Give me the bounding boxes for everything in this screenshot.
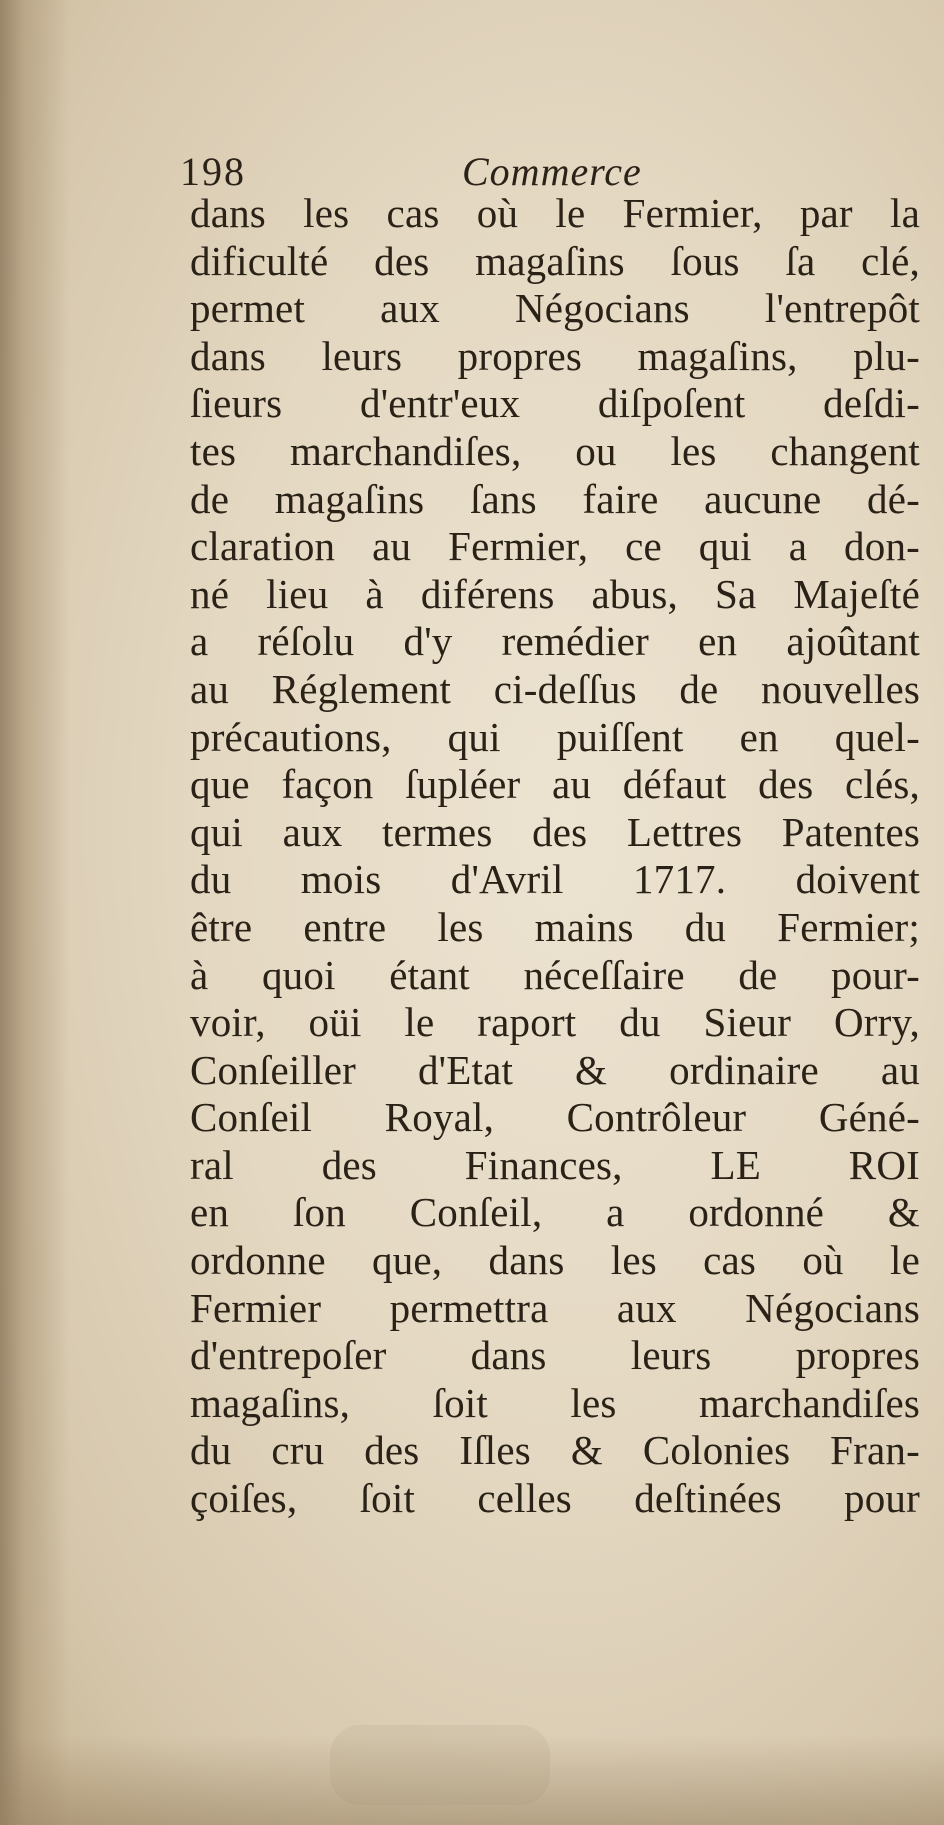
text-line: Conſeiller d'Etat & ordinaire au	[190, 1046, 920, 1093]
text-line: dans les cas où le Fermier, par la	[190, 190, 920, 236]
text-line: a réſolu d'y remédier en ajoûtant	[190, 618, 920, 665]
text-line: dans leurs propres magaſins, plu-	[190, 332, 920, 379]
text-line: qui aux termes des Lettres Patentes	[190, 808, 920, 855]
text-line: du mois d'Avril 1717. doivent	[190, 856, 920, 903]
text-line: ordonne que, dans les cas où le	[190, 1237, 920, 1284]
text-line: né lieu à diférens abus, Sa Majeſté	[190, 570, 920, 617]
running-title: Commerce	[462, 149, 642, 194]
text-line: de magaſins ſans faire aucune dé-	[190, 475, 920, 522]
text-line: magaſins, ſoit les marchandiſes	[190, 1379, 920, 1426]
text-line: çoiſes, ſoit celles deſtinées pour	[190, 1475, 920, 1522]
text-line: claration au Fermier, ce qui a don-	[190, 523, 920, 570]
text-line: en ſon Conſeil, a ordonné &	[190, 1189, 920, 1236]
text-line: voir, oüi le raport du Sieur Orry,	[190, 999, 920, 1046]
body-text	[190, 190, 920, 1523]
text-line: tes marchandiſes, ou les changent	[190, 427, 920, 474]
page-number: 198	[180, 149, 246, 194]
text-line: permet aux Négocians l'entrepôt	[190, 285, 920, 332]
text-line: ſieurs d'entr'eux diſpoſent deſdi-	[190, 380, 920, 427]
text-line: au Réglement ci-deſſus de nouvelles	[190, 665, 920, 712]
text-line: ral des Finances, LE ROI	[190, 1141, 920, 1188]
text-line: à quoi étant néceſſaire de pour-	[190, 951, 920, 998]
text-line: d'entrepoſer dans leurs propres	[190, 1332, 920, 1379]
text-line: que façon ſupléer au défaut des clés,	[190, 761, 920, 808]
bottom-edge-shadow	[0, 1735, 944, 1825]
text-line: Conſeil Royal, Contrôleur Géné-	[190, 1094, 920, 1141]
spine-shadow	[0, 0, 70, 1825]
text-line: être entre les mains du Fermier;	[190, 903, 920, 950]
text-line: Fermier permettra aux Négocians	[190, 1284, 920, 1331]
text-line: précautions, qui puiſſent en quel-	[190, 713, 920, 760]
text-line: dificulté des magaſins ſous ſa clé,	[190, 237, 920, 284]
text-line: du cru des Iſles & Colonies Fran-	[190, 1427, 920, 1474]
